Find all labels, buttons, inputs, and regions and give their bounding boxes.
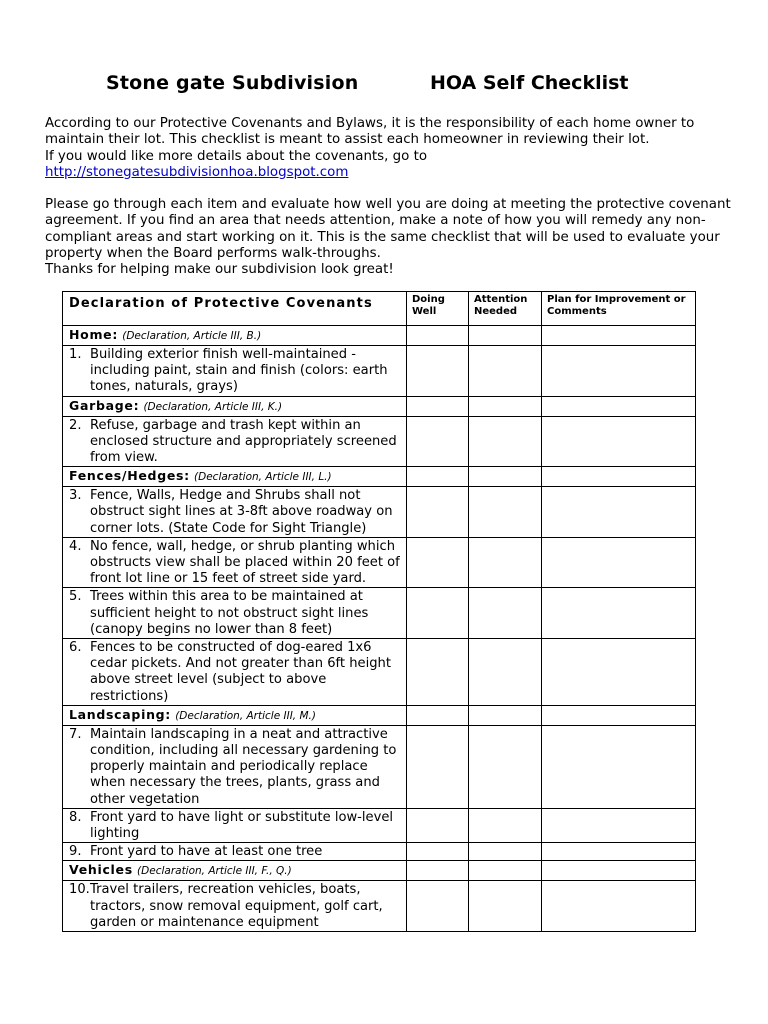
section-reference: (Declaration, Article III, F., Q.) [137,865,292,878]
plan-comments-cell[interactable] [542,588,696,639]
item-text: Front yard to have light or substitute low-level lighting [90,809,394,842]
blog-link[interactable]: http://stonegatesubdivisionhoa.blogspot.com [45,164,349,180]
plan-comments-cell[interactable] [542,537,696,588]
intro-text [45,116,735,279]
plan-comments-cell[interactable] [542,467,696,487]
attention-needed-cell[interactable] [469,808,542,842]
attention-needed-cell[interactable] [469,346,542,397]
item-number: 5. [69,589,82,605]
attention-needed-cell[interactable] [469,467,542,487]
item-number: 1. [69,347,82,362]
item-content [63,881,406,931]
doing-well-cell[interactable] [407,487,469,538]
section-row [63,467,696,487]
attention-needed-cell[interactable] [469,861,542,881]
section-row [63,861,696,881]
attention-needed-cell[interactable] [469,639,542,706]
item-content [63,726,406,808]
item-text-cell [63,808,407,842]
item-number: 3. [69,488,82,504]
intro-paragraph-3: Please go through each item and evaluate how well you are doing at meeting the protective covenant agreement. If you find an area that needs attention, make a note of how you will remedy any non-compliant areas and start working on it. This is the same checklist that will be used to evaluate your property when the Board performs walk-throughs. [45,197,731,262]
plan-comments-cell[interactable] [542,843,696,861]
attention-needed-cell[interactable] [469,326,542,346]
plan-comments-cell[interactable] [542,396,696,416]
item-text-cell [63,537,407,588]
plan-comments-cell[interactable] [542,346,696,397]
section-name: Home: [69,327,119,342]
doing-well-cell[interactable] [407,705,469,725]
doing-well-cell[interactable] [407,396,469,416]
subdivision-name: Stone gate Subdivision [106,72,359,94]
attention-needed-cell[interactable] [469,843,542,861]
doing-well-cell[interactable] [407,843,469,861]
item-number: 9. [69,844,82,860]
item-text-cell [63,725,407,808]
doing-well-cell[interactable] [407,725,469,808]
section-name-cell [63,326,407,346]
table-header-row [63,292,696,326]
table-row [63,588,696,639]
doing-well-cell[interactable] [407,639,469,706]
item-text-cell [63,881,407,932]
plan-comments-cell[interactable] [542,861,696,881]
item-text: Refuse, garbage and trash kept within an enclosed structure and appropriately screened from view. [90,417,397,466]
item-text-cell [63,639,407,706]
header-covenants: Declaration of Protective Covenants [63,292,407,326]
plan-comments-cell[interactable] [542,416,696,467]
table-row [63,725,696,808]
item-text: Building exterior finish well-maintained - including paint, stain and finish (colors: earth tones, naturals, grays) [90,347,388,395]
item-text: Maintain landscaping in a neat and attractive condition, including all necessary gardening to properly maintain and periodically replace when necessary the trees, plants, grass and other vegetation [90,726,397,807]
item-number: 6. [69,640,82,656]
table-row [63,843,696,861]
section-row [63,705,696,725]
section-name: Vehicles [69,862,133,878]
doing-well-cell[interactable] [407,808,469,842]
doing-well-cell[interactable] [407,346,469,397]
section-reference: (Declaration, Article III, B.) [122,330,262,342]
item-text-cell [63,588,407,639]
plan-comments-cell[interactable] [542,808,696,842]
section-name: Landscaping: [69,706,172,722]
item-content [63,487,406,537]
attention-needed-cell[interactable] [469,416,542,467]
section-reference: (Declaration, Article III, L.) [194,471,332,484]
document-title [0,72,768,98]
item-content [63,417,406,467]
section-reference: (Declaration, Article III, K.) [143,400,283,413]
item-text: Fences to be constructed of dog-eared 1x6 cedar pickets. And not greater than 6ft height above street level (subject to above restrictions) [90,640,391,704]
doing-well-cell[interactable] [407,537,469,588]
doing-well-cell[interactable] [407,467,469,487]
table-row [63,639,696,706]
item-content [63,538,406,588]
attention-needed-cell[interactable] [469,537,542,588]
item-content [63,346,406,396]
table-row [63,487,696,538]
section-row [63,396,696,416]
item-text: Travel trailers, recreation vehicles, boats, tractors, snow removal equipment, golf cart, garden or maintenance equipment [90,882,383,930]
attention-needed-cell[interactable] [469,588,542,639]
attention-needed-cell[interactable] [469,725,542,808]
plan-comments-cell[interactable] [542,639,696,706]
section-reference: (Declaration, Article III, M.) [175,709,316,722]
table-row [63,346,696,397]
item-text: Fence, Walls, Hedge and Shrubs shall not obstruct sight lines at 3-8ft above roadway on corner lots. (State Code for Sight Triangle) [90,488,393,536]
attention-needed-cell[interactable] [469,396,542,416]
intro-paragraph-1: According to our Protective Covenants and Bylaws, it is the responsibility of each home owner to maintain their lot. This checklist is meant to assist each homeowner in reviewing their lot. [45,116,695,148]
item-text-cell [63,843,407,861]
table-row [63,881,696,932]
item-text-cell [63,487,407,538]
section-row [63,326,696,346]
item-content [63,588,406,638]
section-name: Fences/Hedges: [69,468,190,484]
doing-well-cell[interactable] [407,588,469,639]
attention-needed-cell[interactable] [469,881,542,932]
item-text-cell [63,346,407,397]
doing-well-cell[interactable] [407,861,469,881]
header-plan-comments: Plan for Improvement or Comments [542,292,696,326]
item-number: 4. [69,538,82,554]
item-number: 8. [69,809,82,825]
checklist-title: HOA Self Checklist [430,72,629,94]
item-content [63,843,406,860]
plan-comments-cell[interactable] [542,326,696,346]
table-row [63,416,696,467]
item-number: 2. [69,417,82,433]
plan-comments-cell[interactable] [542,705,696,725]
item-text: Trees within this area to be maintained at sufficient height to not obstruct sight lines (canopy begins no lower than 8 feet) [90,589,369,637]
item-text-cell [63,416,407,467]
item-content [63,809,406,842]
header-doing-well: Doing Well [407,292,469,326]
plan-comments-cell[interactable] [542,487,696,538]
intro-paragraph-2: If you would like more details about the covenants, go to [45,148,428,164]
header-attention-needed: Attention Needed [469,292,542,326]
attention-needed-cell[interactable] [469,705,542,725]
attention-needed-cell[interactable] [469,487,542,538]
intro-paragraph-4: Thanks for helping make our subdivision look great! [45,262,394,278]
section-name-cell [63,861,407,881]
doing-well-cell[interactable] [407,416,469,467]
item-content [63,639,406,705]
table-row [63,537,696,588]
doing-well-cell[interactable] [407,881,469,932]
table-row [63,808,696,842]
item-text: Front yard to have at least one tree [90,844,323,860]
plan-comments-cell[interactable] [542,725,696,808]
section-name: Garbage: [69,397,140,413]
checklist-table [62,291,696,932]
section-name-cell [63,467,407,487]
doing-well-cell[interactable] [407,326,469,346]
item-number: 7. [69,726,82,742]
item-text: No fence, wall, hedge, or shrub planting which obstructs view shall be placed within 20 feet of front lot line or 15 feet of street side yard. [90,538,400,587]
plan-comments-cell[interactable] [542,881,696,932]
section-name-cell [63,396,407,416]
section-name-cell [63,705,407,725]
item-number: 10. [69,882,90,898]
